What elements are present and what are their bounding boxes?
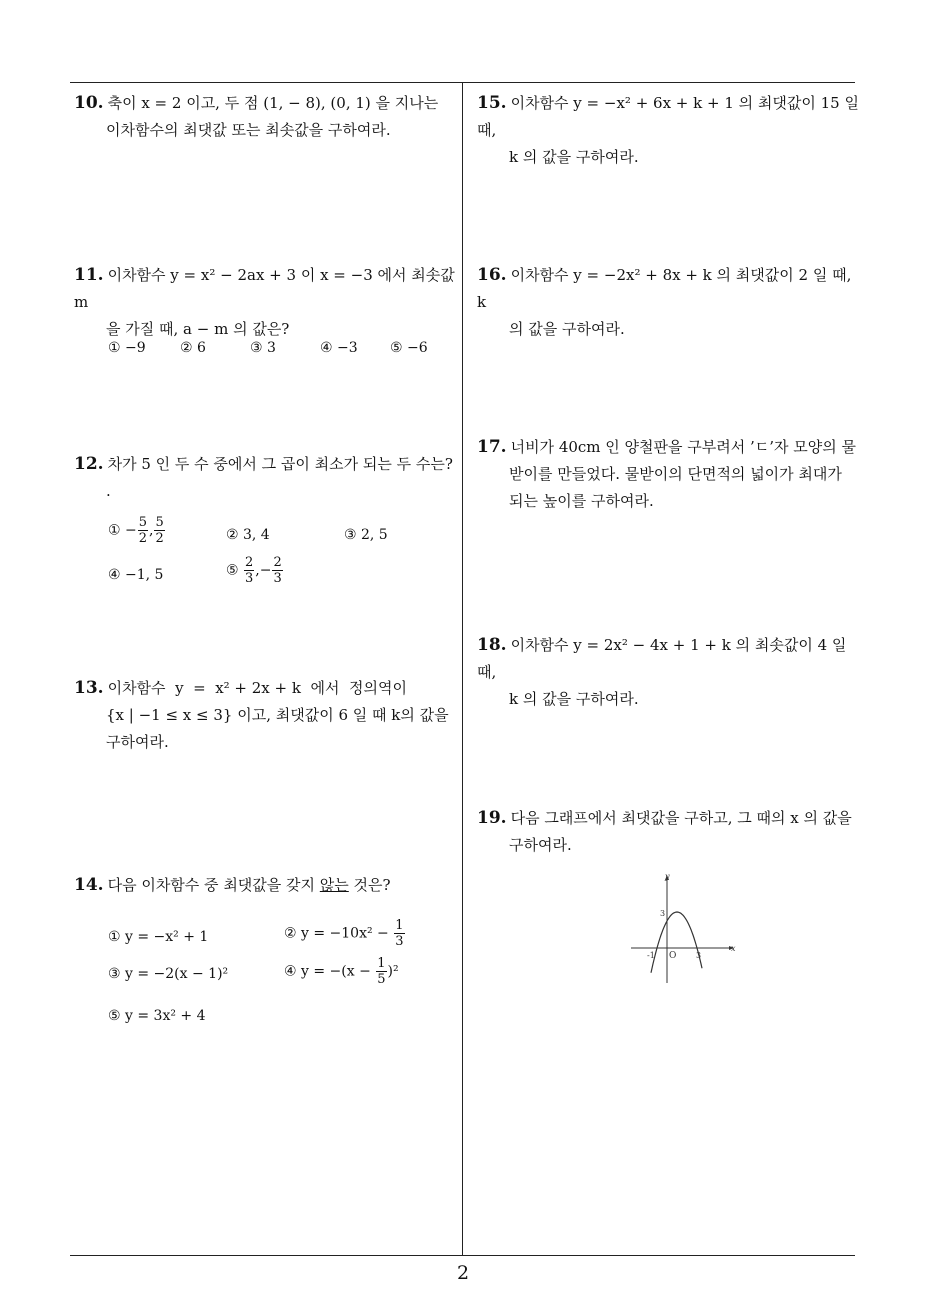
choice-3[interactable]: ③ 2, 5 bbox=[344, 527, 388, 543]
problem-number: 12. bbox=[74, 454, 104, 474]
problem-text: 차가 5 인 두 수 중에서 그 곱이 최소가 되는 두 수는? bbox=[107, 455, 453, 473]
problem-text: 다음 그래프에서 최댓값을 구하고, 그 때의 x 의 값을 bbox=[510, 809, 852, 827]
choice-5[interactable]: ⑤ y = 3x² + 4 bbox=[108, 1008, 206, 1024]
choice-1[interactable]: ① y = −x² + 1 bbox=[108, 929, 209, 945]
choice-4[interactable]: ④ y = −(x − $\frac{1}{5}$ )² bbox=[284, 956, 399, 987]
problem-number: 13. bbox=[74, 678, 104, 698]
problem-text: 축이 x = 2 이고, 두 점 (1, − 8), (0, 1) 을 지나는 bbox=[107, 94, 439, 112]
problem-15 bbox=[477, 90, 862, 171]
parabola-graph bbox=[625, 868, 745, 988]
problem-12 bbox=[74, 451, 459, 505]
problem-number: 19. bbox=[477, 808, 507, 828]
fraction: $\frac{1}{5}$ bbox=[377, 956, 386, 987]
problem-number: 17. bbox=[477, 437, 507, 457]
problem-text: 이차함수 y = −2x² + 8x + k 의 최댓값이 2 일 때, k bbox=[477, 266, 852, 311]
choice-2[interactable]: ② y = −10x² − $\frac{1}{3}$ bbox=[284, 918, 404, 949]
problem-17 bbox=[477, 434, 862, 515]
choice-3[interactable]: ③ 3 bbox=[250, 340, 276, 356]
choices-12 bbox=[108, 515, 448, 595]
problem-number: 10. bbox=[74, 93, 104, 113]
page-number: 2 bbox=[456, 1262, 470, 1284]
fraction: $\frac{1}{3}$ bbox=[395, 918, 404, 949]
problem-text: 이차함수 y = −x² + 6x + k + 1 의 최댓값이 15 일 때, bbox=[477, 94, 859, 139]
problem-text: k 의 값을 구하여라. bbox=[509, 690, 639, 708]
column-divider bbox=[462, 82, 463, 1256]
origin-label: O bbox=[669, 951, 677, 961]
underlined-word: 않는 bbox=[319, 876, 349, 894]
tick-label-y: 3 bbox=[660, 909, 666, 918]
choice-5[interactable]: ⑤ $\frac{2}{3}$ ,− $\frac{2}{3}$ bbox=[226, 555, 282, 586]
problem-11 bbox=[74, 262, 459, 343]
problem-number: 11. bbox=[74, 265, 104, 285]
problem-number: 15. bbox=[477, 93, 507, 113]
problem-text: 것은? bbox=[348, 876, 391, 894]
problem-13 bbox=[74, 675, 459, 756]
choice-5[interactable]: ⑤ −6 bbox=[390, 340, 428, 356]
problem-text: . bbox=[106, 482, 111, 500]
fraction: $\frac{2}{3}$ bbox=[245, 555, 254, 586]
problem-text: 의 값을 구하여라. bbox=[509, 320, 625, 338]
problem-text: 이차함수 y = x² + 2x + k 에서 정의역이 bbox=[107, 679, 407, 697]
problem-text: 구하여라. bbox=[106, 733, 169, 751]
problem-number: 16. bbox=[477, 265, 507, 285]
parabola-curve bbox=[651, 912, 702, 973]
x-axis-label: x bbox=[731, 944, 736, 953]
problem-text: 이차함수 y = 2x² − 4x + 1 + k 의 최솟값이 4 일 때, bbox=[477, 636, 847, 681]
choice-2[interactable]: ② 3, 4 bbox=[226, 527, 270, 543]
problem-text: k 의 값을 구하여라. bbox=[509, 148, 639, 166]
problem-16 bbox=[477, 262, 862, 343]
choice-3[interactable]: ③ y = −2(x − 1)² bbox=[108, 966, 229, 982]
problem-text: 받이를 만들었다. 물받이의 단면적의 넓이가 최대가 bbox=[509, 465, 842, 483]
fraction: $\frac{5}{2}$ bbox=[138, 515, 148, 546]
fraction: $\frac{5}{2}$ bbox=[155, 515, 164, 546]
y-axis-label: y bbox=[665, 872, 670, 881]
tick-label-neg: -1 bbox=[647, 951, 655, 960]
choice-1[interactable]: ① −9 bbox=[108, 340, 146, 356]
problem-18 bbox=[477, 632, 862, 713]
problem-text: 다음 이차함수 중 최댓값을 갖지 bbox=[107, 876, 320, 894]
problem-number: 14. bbox=[74, 875, 104, 895]
problem-text: 되는 높이를 구하여라. bbox=[509, 492, 654, 510]
problem-text: 구하여라. bbox=[509, 836, 572, 854]
choices-14 bbox=[108, 918, 448, 1038]
problem-text: 이차함수 y = x² − 2ax + 3 이 x = −3 에서 최솟값 m bbox=[74, 266, 455, 311]
problem-14 bbox=[74, 872, 459, 899]
tick-label-pos: 3 bbox=[696, 951, 702, 960]
problem-text: {x | −1 ≤ x ≤ 3} 이고, 최댓값이 6 일 때 k의 값을 bbox=[106, 706, 449, 724]
problem-text: 이차함수의 최댓값 또는 최솟값을 구하여라. bbox=[106, 121, 391, 139]
problem-number: 18. bbox=[477, 635, 507, 655]
choice-2[interactable]: ② 6 bbox=[180, 340, 206, 356]
choice-4[interactable]: ④ −3 bbox=[320, 340, 358, 356]
problem-10 bbox=[74, 90, 459, 144]
problem-text: 너비가 40cm 인 양철판을 구부려서 ’ㄷ’자 모양의 물 bbox=[510, 438, 857, 456]
choice-4[interactable]: ④ −1, 5 bbox=[108, 567, 164, 583]
fraction: $\frac{2}{3}$ bbox=[273, 555, 282, 586]
problem-19 bbox=[477, 805, 862, 859]
choice-1[interactable]: ① − $\frac{5}{2}$ , $\frac{5}{2}$ bbox=[108, 515, 164, 546]
problem-text: 을 가질 때, a − m 의 값은? bbox=[106, 320, 290, 338]
